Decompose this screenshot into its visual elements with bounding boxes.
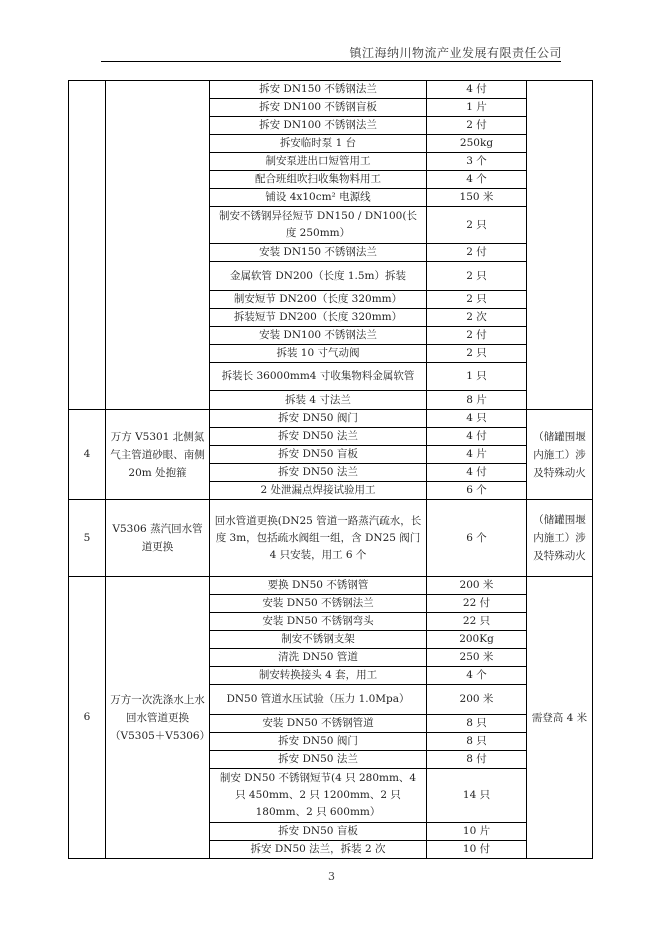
project-name-cell: 万方一次洗涤水上水回水管道更换（V5305＋V5306）: [106, 577, 210, 859]
quantity-cell: 250 米: [427, 649, 527, 667]
quantity-cell: 4 个: [427, 667, 527, 685]
quantity-cell: 8 片: [427, 391, 527, 410]
quantity-cell: 4 付: [427, 81, 527, 99]
quantity-cell: 3 个: [427, 153, 527, 171]
task-cell: 安装 DN50 不锈钢弯头: [210, 613, 427, 631]
task-cell: 制安 DN50 不锈钢短节(4 只 280mm、4 只 450mm、2 只 1200mm、2 只 180mm、2 只 600mm）: [210, 769, 427, 823]
table-row: [69, 81, 593, 99]
task-cell: 回水管道更换(DN25 管道一路蒸汽疏水，长度 3m，包括疏水阀组一组，含 DN25 阀门 4 只安装，用工 6 个: [210, 500, 427, 577]
task-cell: 2 处泄漏点焊接试验用工: [210, 482, 427, 500]
task-cell: 拆装 4 寸法兰: [210, 391, 427, 410]
quantity-cell: 8 只: [427, 733, 527, 751]
task-cell: 拆安 DN100 不锈钢法兰: [210, 117, 427, 135]
task-cell: 制安转换接头 4 套，用工: [210, 667, 427, 685]
quantity-cell: 4 付: [427, 428, 527, 446]
quantity-cell: 2 只: [427, 262, 527, 291]
quantity-cell: 6 个: [427, 482, 527, 500]
quantity-cell: 2 付: [427, 327, 527, 345]
quantity-cell: 2 次: [427, 309, 527, 327]
task-cell: 拆装 10 寸气动阀: [210, 345, 427, 363]
task-cell: 拆安 DN100 不锈钢盲板: [210, 99, 427, 117]
task-cell: 拆安 DN50 盲板: [210, 823, 427, 841]
work-items-table: [68, 80, 593, 859]
task-cell: 拆安 DN50 法兰，拆装 2 次: [210, 841, 427, 859]
quantity-cell: 2 只: [427, 345, 527, 363]
task-cell: 制安短节 DN200（长度 320mm）: [210, 291, 427, 309]
task-cell: 安装 DN50 不锈钢管道: [210, 715, 427, 733]
quantity-cell: 8 付: [427, 751, 527, 769]
task-cell: 拆安 DN150 不锈钢法兰: [210, 81, 427, 99]
project-name-cell: 万方 V5301 北侧氮气主管道砂眼、南侧 20m 处抱箍: [106, 410, 210, 500]
quantity-cell: 2 付: [427, 244, 527, 262]
task-cell: 拆安 DN50 阀门: [210, 733, 427, 751]
task-cell: 铺设 4x10cm² 电源线: [210, 189, 427, 207]
task-cell: 拆安 DN50 阀门: [210, 410, 427, 428]
table-row: [69, 577, 593, 595]
quantity-cell: 200 米: [427, 577, 527, 595]
task-cell: 制安泵进出口短管用工: [210, 153, 427, 171]
quantity-cell: 4 付: [427, 464, 527, 482]
item-number-cell: 4: [69, 410, 106, 500]
task-cell: 金属软管 DN200（长度 1.5m）拆装: [210, 262, 427, 291]
task-cell: 拆安 DN50 法兰: [210, 751, 427, 769]
item-number-cell: 6: [69, 577, 106, 859]
remark-cell: 需登高 4 米: [527, 577, 593, 859]
task-cell: 安装 DN50 不锈钢法兰: [210, 595, 427, 613]
header-rule: [101, 61, 561, 62]
quantity-cell: 150 米: [427, 189, 527, 207]
task-cell: 清洗 DN50 管道: [210, 649, 427, 667]
quantity-cell: 4 个: [427, 171, 527, 189]
table-body: [69, 81, 593, 859]
task-cell: 拆安 DN50 法兰: [210, 428, 427, 446]
quantity-cell: 2 只: [427, 291, 527, 309]
table-row: [69, 500, 593, 577]
task-cell: 安装 DN150 不锈钢法兰: [210, 244, 427, 262]
quantity-cell: 200 米: [427, 685, 527, 715]
task-cell: 要换 DN50 不锈钢管: [210, 577, 427, 595]
quantity-cell: 22 只: [427, 613, 527, 631]
quantity-cell: 1 片: [427, 99, 527, 117]
quantity-cell: 2 只: [427, 207, 527, 244]
table-row: [69, 410, 593, 428]
quantity-cell: 4 片: [427, 446, 527, 464]
project-name-cell: [106, 81, 210, 410]
task-cell: 安装 DN100 不锈钢法兰: [210, 327, 427, 345]
quantity-cell: 14 只: [427, 769, 527, 823]
quantity-cell: 250kg: [427, 135, 527, 153]
quantity-cell: 22 付: [427, 595, 527, 613]
quantity-cell: 10 片: [427, 823, 527, 841]
task-cell: 拆安临时泵 1 台: [210, 135, 427, 153]
task-cell: 配合班组吹扫收集物料用工: [210, 171, 427, 189]
quantity-cell: 1 只: [427, 363, 527, 391]
task-cell: 拆安 DN50 法兰: [210, 464, 427, 482]
task-cell: 制安不锈钢异径短节 DN150 / DN100(长度 250mm）: [210, 207, 427, 244]
remark-cell: （储罐围堰内施工）涉及特殊动火: [527, 500, 593, 577]
item-number-cell: [69, 81, 106, 410]
header-company-name: 镇江海纳川物流产业发展有限责任公司: [349, 46, 562, 60]
task-cell: DN50 管道水压试验（压力 1.0Mpa）: [210, 685, 427, 715]
quantity-cell: 2 付: [427, 117, 527, 135]
quantity-cell: 6 个: [427, 500, 527, 577]
remark-cell: （储罐围堰内施工）涉及特殊动火: [527, 410, 593, 500]
quantity-cell: 4 只: [427, 410, 527, 428]
quantity-cell: 8 只: [427, 715, 527, 733]
remark-cell: [527, 81, 593, 410]
quantity-cell: 200Kg: [427, 631, 527, 649]
task-cell: 拆装长 36000mm4 寸收集物料金属软管: [210, 363, 427, 391]
task-cell: 拆安 DN50 盲板: [210, 446, 427, 464]
quantity-cell: 10 付: [427, 841, 527, 859]
item-number-cell: 5: [69, 500, 106, 577]
task-cell: 制安不锈钢支架: [210, 631, 427, 649]
project-name-cell: V5306 蒸汽回水管道更换: [106, 500, 210, 577]
page-number: 3: [328, 870, 335, 883]
task-cell: 拆装短节 DN200（长度 320mm）: [210, 309, 427, 327]
